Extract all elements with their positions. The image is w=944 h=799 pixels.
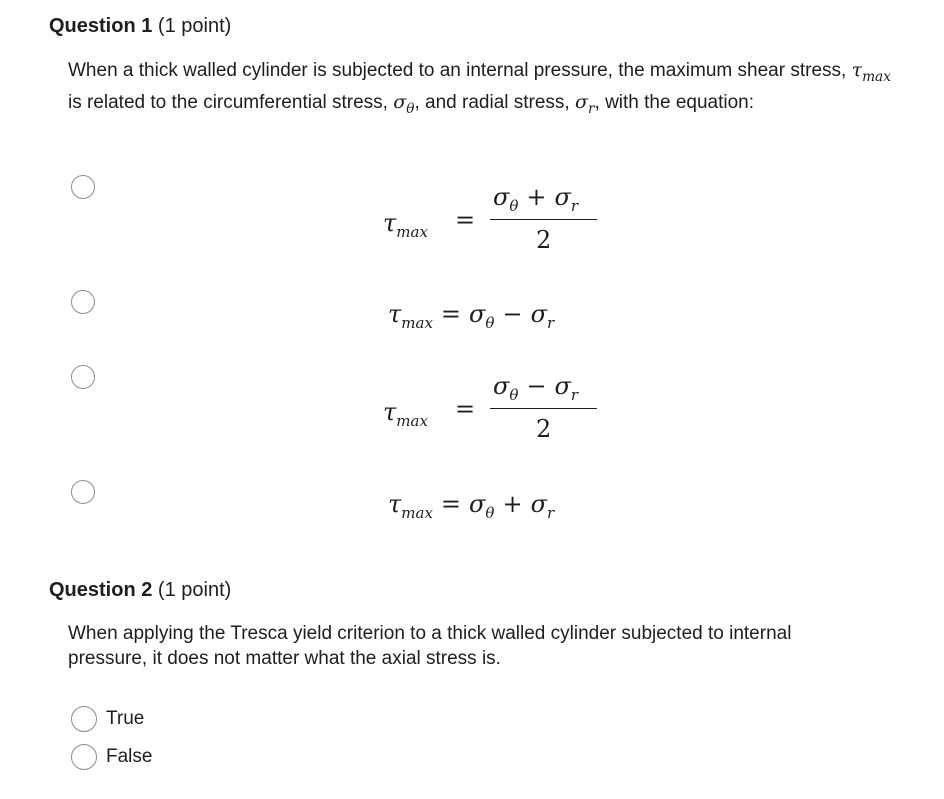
q1-option-3-equals: =	[455, 395, 476, 423]
q2-option-true-radio[interactable]	[71, 706, 97, 732]
q1-option-1-denominator: 2	[536, 226, 552, 254]
q1-option-1-fraction-bar	[490, 219, 597, 220]
q1-option-1-numerator: $\sigma_\theta + \sigma_r$	[493, 183, 579, 215]
question-1-text: When a thick walled cylinder is subjected to an internal pressure, the maximum shear stress, $\tau_{max}$ is related to the circumferential stress, $\sigma_\theta$, and radial stress, $\sigma_r$, with the equation:	[68, 59, 891, 117]
question-2-text: When applying the Tresca yield criterion to a thick walled cylinder subjected to internal pressure, it does not matter what the axial stress is.	[68, 623, 792, 669]
q1-option-2-radio[interactable]	[71, 290, 95, 314]
q2-option-false-label: False	[106, 746, 153, 767]
tau-max-symbol: $\tau_{max}$	[851, 59, 891, 85]
question-1-heading	[49, 15, 231, 38]
q1-option-4-radio[interactable]	[71, 480, 95, 504]
q1-option-3-fraction-bar	[490, 408, 597, 409]
question-1-label: Question 1	[49, 15, 153, 37]
q2-option-true[interactable]	[71, 705, 144, 733]
question-2-points: (1 point)	[157, 579, 232, 601]
q1-option-4-formula: $\tau_{max} = \sigma_\theta + \sigma_r$	[388, 490, 555, 522]
question-2-heading	[49, 579, 231, 602]
question-2-label: Question 2	[49, 579, 153, 601]
q1-option-1-lhs: $\tau_{max}$	[383, 209, 428, 241]
sigma-theta-symbol: $\sigma_\theta$	[393, 90, 415, 117]
q2-option-false-radio[interactable]	[71, 744, 97, 770]
sigma-r-symbol: $\sigma_r$	[575, 90, 595, 117]
q1-option-3-denominator: 2	[536, 415, 552, 443]
q2-option-true-label: True	[106, 708, 145, 729]
question-1-points: (1 point)	[157, 15, 232, 37]
q1-option-3-lhs: $\tau_{max}$	[383, 398, 428, 430]
q1-option-1-equals: =	[455, 206, 476, 234]
q1-option-1-radio[interactable]	[71, 175, 95, 199]
q1-option-2-formula: $\tau_{max} = \sigma_\theta - \sigma_r$	[388, 300, 555, 332]
q2-option-false[interactable]	[71, 743, 152, 771]
q1-option-3-radio[interactable]	[71, 365, 95, 389]
q1-option-3-numerator: $\sigma_\theta - \sigma_r$	[493, 372, 579, 404]
